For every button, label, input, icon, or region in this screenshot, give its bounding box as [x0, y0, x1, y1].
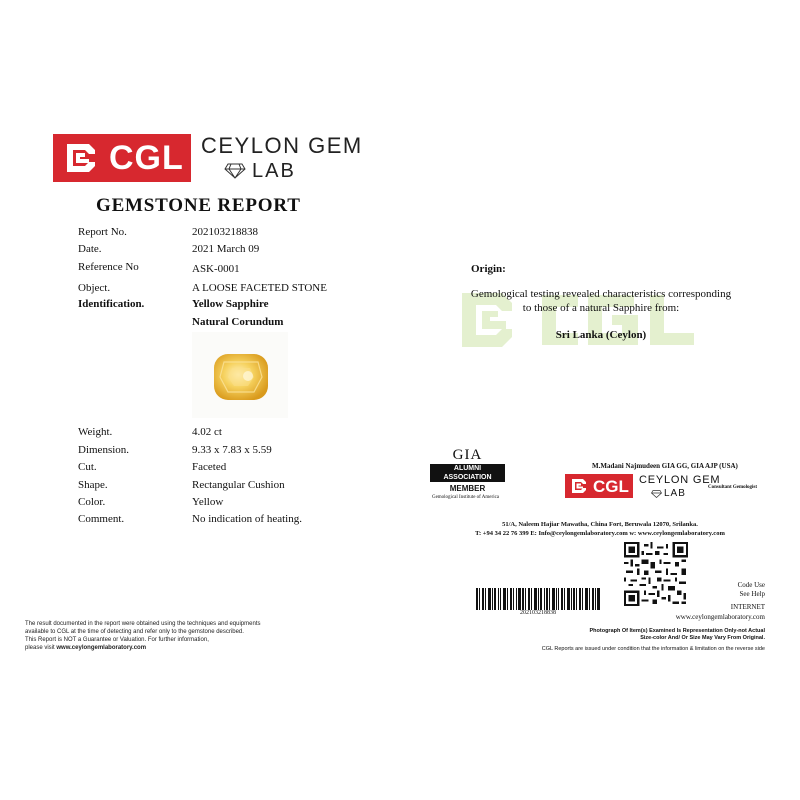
spec-label-cut: Cut.	[78, 461, 97, 473]
cgl-logo-small	[565, 474, 633, 498]
results-disclaimer-line1: The result documented in the report were obtained using the techniques and equipments	[25, 621, 261, 627]
results-disclaimer-line4	[25, 644, 325, 652]
code-use-line2: See Help	[739, 590, 765, 598]
internet-label: INTERNET	[730, 603, 765, 611]
cgl-logo-mark-small-icon	[569, 477, 589, 495]
diamond-small-icon	[651, 490, 662, 498]
field-value-date: 2021 March 09	[192, 243, 260, 255]
field-value-report-no: 202103218838	[192, 226, 258, 238]
gia-institute-text: Gemological Institute of America	[431, 495, 500, 500]
code-use-line1: Code Use	[737, 581, 765, 589]
website-link[interactable]: www.ceylongemlaboratory.com	[675, 613, 765, 621]
field-label-report-no: Report No.	[78, 226, 127, 238]
origin-label: Origin:	[471, 263, 506, 275]
results-disclaimer	[25, 620, 325, 652]
report-title: GEMSTONE REPORT	[96, 195, 301, 216]
spec-label-color: Color.	[78, 496, 106, 508]
spec-label-shape: Shape.	[78, 479, 108, 491]
origin-country: Sri Lanka (Ceylon)	[555, 329, 647, 341]
barcode-number: 202103218838	[520, 610, 556, 616]
logo-text: CGL	[109, 139, 184, 177]
field-label-reference-no: Reference No	[78, 261, 139, 273]
spec-label-dimension: Dimension.	[78, 444, 130, 456]
visit-website-link[interactable]: www.ceylongemlaboratory.com	[56, 645, 147, 651]
origin-description	[466, 287, 736, 315]
visit-prefix: please visit	[25, 645, 57, 651]
gia-alumni-bar: ALUMNI ASSOCIATION	[430, 464, 505, 482]
brand-small-line2: LAB	[664, 488, 686, 499]
spec-value-shape: Rectangular Cushion	[192, 479, 285, 491]
gia-alumni-badge	[430, 447, 505, 501]
cgl-logo-mark-icon	[61, 140, 101, 176]
field-label-date: Date.	[78, 243, 102, 255]
brand-name-line2: LAB	[252, 160, 296, 182]
logo-small-text: CGL	[593, 476, 629, 496]
photo-disclaimer-line2: Size-color And/ Or Size May Vary From Original.	[640, 635, 765, 641]
origin-description-line1: Gemological testing revealed characteristics corresponding	[470, 288, 732, 300]
qr-code[interactable]	[624, 540, 688, 608]
field-value-identification: Yellow Sapphire	[192, 298, 269, 310]
brand-small-line1: CEYLON GEM	[639, 474, 721, 486]
lab-contact: T: +94 34 22 76 399 E: Info@ceylongemlaboratory.com w: www.ceylongemlaboratory.com	[475, 530, 725, 537]
gemstone-photo	[192, 332, 288, 418]
spec-value-dimension: 9.33 x 7.83 x 5.59	[192, 444, 272, 456]
field-label-identification: Identification.	[78, 298, 145, 310]
spec-value-cut: Faceted	[192, 461, 227, 473]
results-disclaimer-line3: This Report is NOT a Guarantee or Valuation. For further information,	[25, 637, 209, 643]
field-value-reference-no: ASK-0001	[192, 263, 240, 275]
spec-value-color: Yellow	[192, 496, 224, 508]
photo-disclaimer	[540, 628, 765, 642]
photo-disclaimer-line1: Photograph Of Item(s) Examined Is Representation Only-not Actual	[589, 628, 765, 634]
cgl-logo	[53, 134, 191, 182]
origin-description-line2: to those of a natural Sapphire from:	[522, 302, 680, 314]
code-use-label	[725, 581, 765, 599]
report-conditions: CGL Reports are issued under condition that the information & limitation on the reverse side	[541, 646, 765, 652]
gemologist-name: M.Madani Najmudeen GIA GG, GIA AJP (USA)	[592, 462, 738, 470]
gia-member-text: MEMBER	[449, 484, 486, 493]
consultant-gemologist-label: Consultant Gemologist	[708, 485, 758, 490]
lab-address: 51/A, Naleem Hajiar Mawatha, China Fort, Beruwala 12070, Srilanka.	[502, 521, 698, 528]
field-label-object: Object.	[78, 282, 111, 294]
barcode	[476, 588, 600, 610]
results-disclaimer-line2: available to CGL at the time of detecting and refer only to the gemstone described.	[25, 629, 244, 635]
spec-value-comment: No indication of heating.	[192, 513, 302, 525]
yellow-sapphire-image	[192, 332, 288, 418]
field-value-species: Natural Corundum	[192, 316, 284, 328]
spec-label-comment: Comment.	[78, 513, 125, 525]
diamond-icon	[224, 163, 246, 179]
brand-name-line1: CEYLON GEM	[201, 133, 363, 158]
field-value-object: A LOOSE FACETED STONE	[192, 282, 327, 294]
spec-label-weight: Weight.	[78, 426, 113, 438]
gia-logo-text: GIA	[452, 447, 483, 463]
spec-value-weight: 4.02 ct	[192, 426, 222, 438]
